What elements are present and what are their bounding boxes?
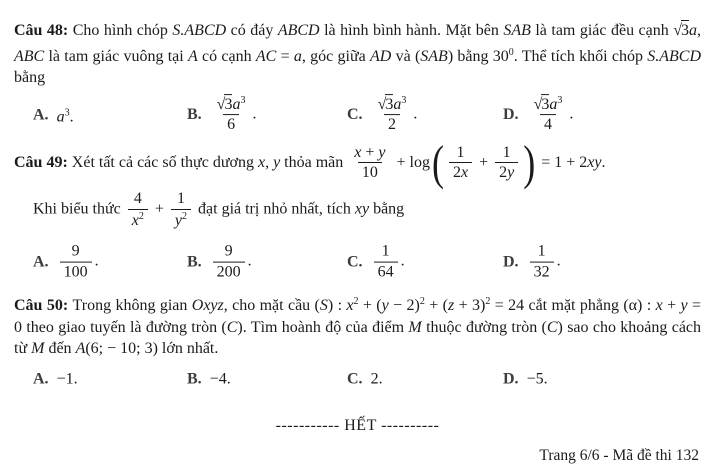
q49-option-a-label: A. [33, 253, 49, 271]
q48-option-a-label: A. [33, 105, 49, 123]
q48-option-b-label: B. [187, 105, 202, 123]
q50-option-d-label: D. [503, 369, 519, 387]
q49-option-d [503, 243, 561, 282]
q49-option-c-value: $\frac{1}{64}$ . [371, 243, 405, 282]
q50-option-a-label: A. [33, 369, 49, 387]
q49-option-a-value: $\frac{9}{100}$ . [57, 243, 99, 282]
q48-option-c [347, 95, 417, 135]
q50-option-a [33, 368, 78, 390]
q49-option-a [33, 243, 99, 282]
q49-option-b-value: $\frac{9}{200}$ . [210, 243, 252, 282]
q50-option-c-label: C. [347, 369, 363, 387]
q50-option-b-value: −4. [209, 369, 231, 387]
q50-option-d-value: −5. [526, 369, 548, 387]
q50-option-b-label: B. [187, 369, 202, 387]
q50-option-b [187, 368, 231, 390]
q49-option-b [187, 243, 252, 282]
question-49-text-line2: Khi biểu thức $\frac{4}{x^2}$ + $\frac{1}{y^2}$ đạt giá trị nhỏ nhất, tích xy bằng [33, 190, 405, 230]
q48-option-c-value: $\frac{√3a^3}{2}$ . [377, 94, 418, 134]
q48-option-b-value: $\frac{√3a^3}{6}$ . [216, 94, 257, 134]
q49-option-d-value: $\frac{1}{32}$ . [527, 243, 561, 282]
q49-option-c [347, 243, 405, 282]
q48-option-d [503, 95, 573, 135]
question-50-options [14, 369, 701, 389]
q49-option-d-label: D. [503, 253, 519, 271]
q48-option-a-value: $a^3$. [56, 106, 74, 125]
q50-option-c [347, 368, 383, 390]
question-48-options [14, 92, 701, 138]
q50-option-c-value: 2. [370, 369, 383, 387]
q48-option-d-label: D. [503, 105, 519, 123]
q49-option-c-label: C. [347, 253, 363, 271]
q48-option-b [187, 95, 256, 135]
q48-option-c-label: C. [347, 105, 363, 123]
q48-option-d-value: $\frac{√3a^3}{4}$ . [533, 94, 574, 134]
question-50-text: Câu 50: Trong không gian Oxyz, cho mặt cầu (S) : $x^2 + (y - 2)^2 + (z + 3)^2 = 24$ cắt mặt phẳng (α) : x + y = 0 theo giao tuyến là đường tròn (C). Tìm hoành độ của điểm M thuộc đường tròn (C) sao cho khoảng cách từ M đến A(6; − 10; 3) lớn nhất. [14, 296, 702, 358]
q48-option-a [33, 102, 74, 128]
q50-option-a-value: −1. [56, 369, 78, 387]
question-48-text: Câu 48: Cho hình chóp S.ABCD có đáy ABCD là hình bình hành. Mặt bên SAB là tam giác đều cạnh √3a, ABC là tam giác vuông tại A có cạnh AC = a, góc giữa AD và (SAB) bằng $30^0$. Thể tích khối chóp S.ABCD bằng [14, 22, 702, 86]
page-footer: Trang 6/6 - Mã đề thi 132 [539, 447, 699, 465]
end-of-exam-marker: ----------- HẾT ---------- [275, 416, 440, 434]
q50-option-d [503, 368, 548, 390]
question-49-text: Câu 49: Xét tất cả các số thực dương x, y thỏa mãn $\frac{x + y}{10}$ + log( $\frac{1}{2x}$ + $\frac{1}{2y}$ ) = 1 + 2xy. [14, 135, 606, 190]
question-49-options [14, 240, 701, 284]
q49-option-b-label: B. [187, 253, 202, 271]
